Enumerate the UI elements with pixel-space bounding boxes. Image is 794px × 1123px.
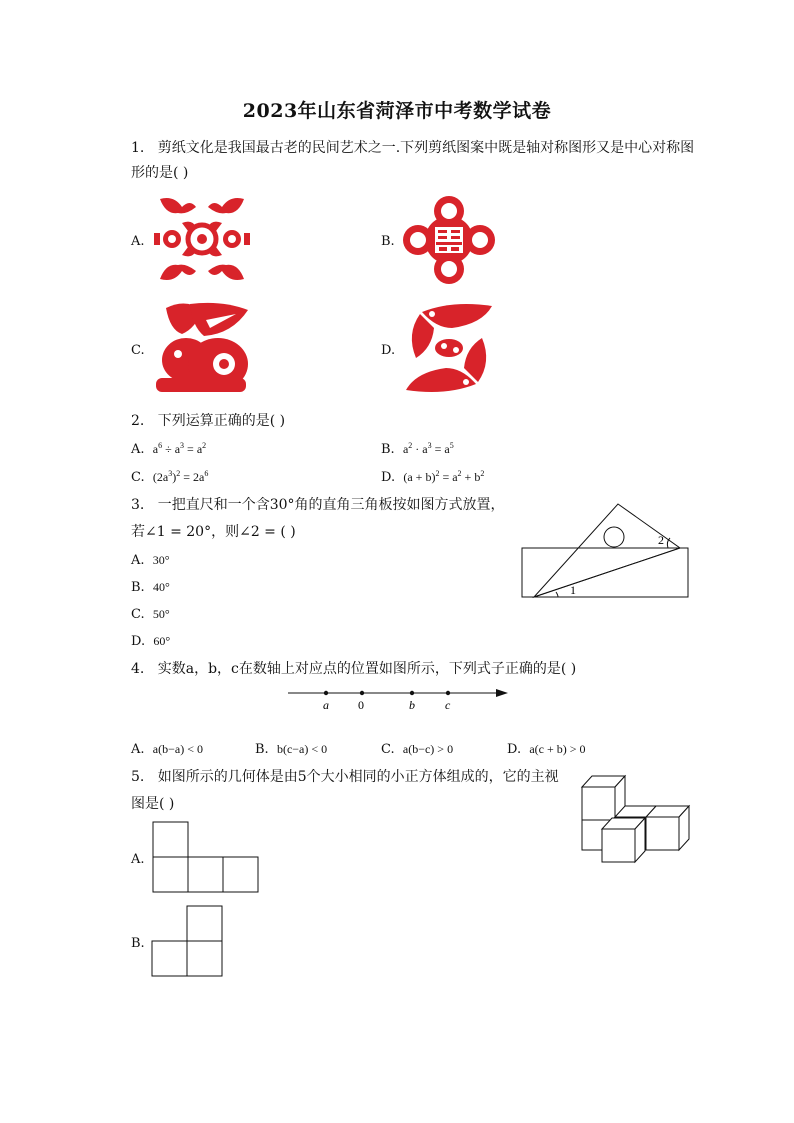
q2-stem: [131, 411, 285, 431]
triangle-outline: [534, 504, 680, 597]
q2-option-d[interactable]: [381, 468, 484, 487]
papercut-rabbit-image[interactable]: [152, 300, 252, 394]
papercut-double-happiness-image[interactable]: [402, 195, 496, 285]
q4-option-b[interactable]: [255, 740, 327, 759]
point-b: [410, 691, 414, 695]
q3-option-b-value: 40°: [152, 580, 170, 594]
q4-option-c-label: C.: [381, 742, 395, 757]
q4-option-b-label: B.: [255, 742, 269, 757]
q2-number: 2.: [131, 413, 145, 429]
q4-option-c-expr: a(b−c) > 0: [402, 742, 454, 756]
q1-number: 1.: [131, 140, 145, 156]
angle1-arc: [556, 592, 558, 597]
q3-option-c[interactable]: [131, 605, 170, 624]
q3-option-a[interactable]: [131, 551, 170, 570]
q4-number-line: [286, 683, 512, 713]
q3-option-c-value: 50°: [152, 607, 170, 621]
q1-option-b-label[interactable]: B.: [381, 234, 395, 249]
q2-option-a-label: A.: [131, 442, 145, 457]
option-a-squares: [153, 822, 258, 892]
q1-text-line2: 形的是( ): [131, 165, 189, 181]
q2-option-c-label: C.: [131, 470, 145, 485]
q5-number: 5.: [131, 769, 145, 785]
q4-option-d-expr: a(c + b) > 0: [529, 742, 586, 756]
q2-text: 下列运算正确的是( ): [157, 413, 286, 429]
q3-option-c-label: C.: [131, 607, 145, 622]
q5-text-line2: 图是( ): [131, 796, 175, 812]
q1-stem: [131, 138, 694, 158]
page-title: 2023年山东省菏泽市中考数学试卷: [242, 100, 552, 122]
label-b: b: [409, 698, 415, 712]
q3-option-a-value: 30°: [152, 553, 170, 567]
q3-option-b[interactable]: [131, 578, 170, 597]
q2-option-d-expr: $(a + b)^2 = a^2 + b^2$: [403, 469, 485, 484]
q1-option-a-label[interactable]: A.: [131, 234, 145, 249]
q5-option-a-label[interactable]: A.: [131, 852, 145, 867]
q3-option-d[interactable]: [131, 632, 170, 651]
q4-option-b-expr: b(c−a) < 0: [276, 742, 328, 756]
q2-option-b-expr: $a^2 \cdot a^3 = a^5$: [402, 441, 454, 456]
option-b-squares: [152, 906, 222, 976]
papercut-fish-image[interactable]: [402, 298, 496, 398]
angle1-label: 1: [570, 583, 576, 597]
point-a: [324, 691, 328, 695]
q3-ruler-triangle-figure: [520, 500, 692, 600]
q4-option-d[interactable]: [507, 740, 586, 759]
q4-option-d-label: D.: [507, 742, 522, 757]
butterflies-pattern: [154, 198, 250, 280]
fish-pattern: [406, 304, 492, 392]
axis-arrow: [496, 689, 508, 697]
cubes: [582, 776, 689, 862]
q3-stem: [131, 495, 505, 515]
q1-option-c-label[interactable]: C.: [131, 343, 145, 358]
q4-option-a-label: A.: [131, 742, 145, 757]
label-c: c: [445, 698, 451, 712]
q5-option-b-label[interactable]: B.: [131, 936, 145, 951]
triangle-hole: [604, 527, 624, 547]
q2-option-c-expr: $(2a^3)^2 = 2a^6$: [152, 469, 209, 484]
q5-cubes-figure: [580, 773, 692, 865]
rabbit-pattern: [156, 303, 248, 392]
q5-option-b-view[interactable]: [151, 905, 225, 978]
q3-option-b-label: B.: [131, 580, 145, 595]
q1-option-d-label[interactable]: D.: [381, 343, 396, 358]
q4-number: 4.: [131, 661, 145, 677]
label-zero: 0: [358, 698, 364, 712]
angle2-label: 2: [658, 533, 664, 547]
q3-option-d-value: 60°: [153, 634, 171, 648]
q5-stem: [131, 767, 559, 787]
q2-option-a-expr: $a^6 \div a^3 = a^2$: [152, 441, 207, 456]
q2-option-d-label: D.: [381, 470, 396, 485]
q4-stem: [131, 659, 576, 679]
q3-option-a-label: A.: [131, 553, 145, 568]
q2-option-a[interactable]: [131, 440, 206, 459]
q3-text-line1: 一把直尺和一个含30°角的直角三角板按如图方式放置，: [157, 497, 505, 513]
label-a: a: [323, 698, 329, 712]
flower-pattern: [403, 196, 495, 284]
q4-text: 实数a，b，c在数轴上对应点的位置如图所示，下列式子正确的是( ): [157, 661, 577, 677]
q4-option-a[interactable]: [131, 740, 203, 759]
q1-text-line1: 剪纸文化是我国最古老的民间艺术之一.下列剪纸图案中既是轴对称图形又是中心对称图: [157, 140, 695, 156]
q2-option-c[interactable]: [131, 468, 208, 487]
q2-option-b-label: B.: [381, 442, 395, 457]
papercut-butterflies-image[interactable]: [152, 193, 252, 285]
q3-option-d-label: D.: [131, 634, 146, 649]
q5-text-line1: 如图所示的几何体是由5个大小相同的小正方体组成的，它的主视: [157, 769, 559, 785]
q4-option-c[interactable]: [381, 740, 453, 759]
ruler-rect: [522, 548, 688, 597]
q3-text-line2: 若∠1 = 20°，则∠2 = ( ): [131, 524, 296, 540]
point-zero: [360, 691, 364, 695]
q3-number: 3.: [131, 497, 145, 513]
q5-option-a-view[interactable]: [152, 821, 260, 894]
q4-option-a-expr: a(b−a) < 0: [152, 742, 203, 756]
point-c: [446, 691, 450, 695]
q2-option-b[interactable]: [381, 440, 454, 459]
